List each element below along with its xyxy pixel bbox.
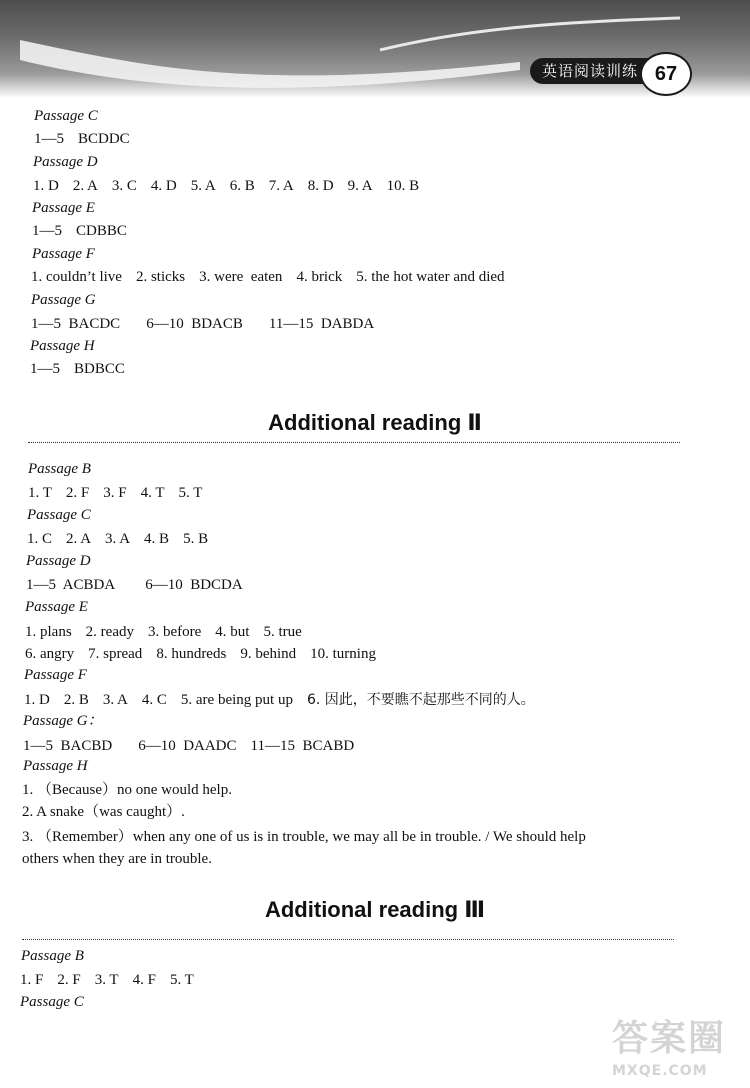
answer-line [24, 691, 535, 709]
page-number: 67 [640, 52, 692, 96]
watermark-text: 答案圈 [612, 1018, 727, 1059]
answer: 5. T [169, 972, 194, 988]
answer: 2. F [57, 972, 81, 988]
passage-title: Passage E [32, 200, 95, 216]
passage-title: Passage H [23, 758, 88, 774]
answer-line [33, 177, 419, 195]
answer: 1—5 [34, 131, 64, 147]
answer: 10. turning [310, 646, 376, 662]
answer: 4. D [150, 178, 177, 194]
answer: 6. angry [25, 646, 75, 662]
answer-line [26, 576, 243, 594]
passage-title: Passage B [28, 461, 91, 477]
answer: 3. C [111, 178, 137, 194]
watermark-logo [612, 1010, 744, 1084]
answer: 7. spread [88, 646, 143, 662]
answer-line [31, 268, 505, 286]
answer: 5. are being put up [180, 692, 293, 708]
answer: 1. couldn’t live [31, 269, 122, 285]
answer-line [31, 315, 374, 333]
passage-title: Passage H [30, 338, 95, 354]
answer: 10. B [386, 178, 420, 194]
passage-title: Passage C [27, 507, 91, 523]
answer: 2. A [72, 178, 98, 194]
answer: 1. C [27, 531, 53, 547]
answer: 1—5 ACBDA [26, 577, 116, 593]
dotted-divider [22, 939, 674, 940]
answer: 6—10 BDCDA [145, 577, 243, 593]
answer-line: 3. （Remember）when any one of us is in trouble, we may all be in trouble. / We should help [22, 829, 586, 845]
watermark-url: MXQE.COM [612, 1063, 708, 1079]
answer: 11—15 DABDA [268, 316, 375, 332]
answer: 4. but [215, 624, 250, 640]
answer: 3. before [147, 624, 202, 640]
answer: 5. true [263, 624, 302, 640]
passage-title: Passage C [20, 994, 84, 1010]
answer: 3. were eaten [199, 269, 283, 285]
passage-title: Passage C [34, 108, 98, 124]
answer: 8. hundreds [156, 646, 227, 662]
section-title: Additional reading Ⅱ [268, 410, 482, 435]
answer: 6—10 BDACB [146, 316, 243, 332]
passage-title: Passage B [21, 948, 84, 964]
answer: 6. 因此，不要瞧不起那些不同的人。 [306, 692, 535, 708]
answer: 2. A [66, 531, 92, 547]
answer: 4. B [144, 531, 170, 547]
answer: 2. F [65, 485, 90, 501]
book-series-label: 英语阅读训练 [530, 58, 656, 84]
answer: 1. F [20, 972, 44, 988]
answer: 3. A [105, 531, 131, 547]
answer-line [23, 737, 354, 755]
answer: 1. D [33, 178, 59, 194]
answer: 11—15 BCABD [250, 738, 355, 754]
answer: 3. T [94, 972, 119, 988]
passage-title: Passage D [33, 154, 98, 170]
answer: 1—5 BACBD [23, 738, 113, 754]
answer: 9. behind [240, 646, 297, 662]
passage-title: Passage G： [23, 713, 103, 729]
answer-line: 1. （Because）no one would help. [22, 782, 232, 798]
answer: 3. F [103, 485, 127, 501]
answer-line [27, 530, 208, 548]
answer: 1—5 [32, 223, 62, 239]
answer: 9. A [347, 178, 373, 194]
page-header [0, 0, 750, 98]
answer-line [25, 645, 376, 663]
answer: 4. brick [296, 269, 343, 285]
answer: 2. B [63, 692, 89, 708]
answer: BDBCC [74, 361, 125, 377]
answer-line [20, 971, 194, 989]
answer: CDBBC [76, 223, 127, 239]
answer: BCDDC [78, 131, 130, 147]
answer: 5. A [190, 178, 216, 194]
answer: 6—10 DAADC [138, 738, 237, 754]
answer: 4. T [140, 485, 165, 501]
answer: 4. C [141, 692, 167, 708]
answer-line: others when they are in trouble. [22, 851, 212, 867]
answer: 1. D [24, 692, 50, 708]
answer-line [30, 360, 125, 378]
answer: 7. A [268, 178, 294, 194]
section-title: Additional reading Ⅲ [264, 897, 486, 922]
dotted-divider [28, 442, 680, 443]
answer: 4. F [132, 972, 156, 988]
answer-line [32, 222, 127, 240]
answer: 8. D [307, 178, 334, 194]
answer: 1. plans [25, 624, 72, 640]
answer-line [25, 623, 302, 641]
answer-line [28, 484, 202, 502]
passage-title: Passage F [32, 246, 95, 262]
answer: 6. B [229, 178, 255, 194]
answer: 2. ready [85, 624, 134, 640]
passage-title: Passage D [26, 553, 91, 569]
answer-line [34, 130, 130, 148]
passage-title: Passage E [25, 599, 88, 615]
answer: 1—5 [30, 361, 60, 377]
answer: 2. sticks [135, 269, 186, 285]
passage-title: Passage G [31, 292, 96, 308]
passage-title: Passage F [24, 667, 87, 683]
answer: 5. B [183, 531, 209, 547]
answer: 5. the hot water and died [356, 269, 505, 285]
answer: 3. A [102, 692, 128, 708]
answer-line: 2. A snake（was caught）. [22, 804, 185, 820]
answer: 5. T [178, 485, 203, 501]
answer: 1. T [28, 485, 52, 501]
answer: 1—5 BACDC [31, 316, 121, 332]
